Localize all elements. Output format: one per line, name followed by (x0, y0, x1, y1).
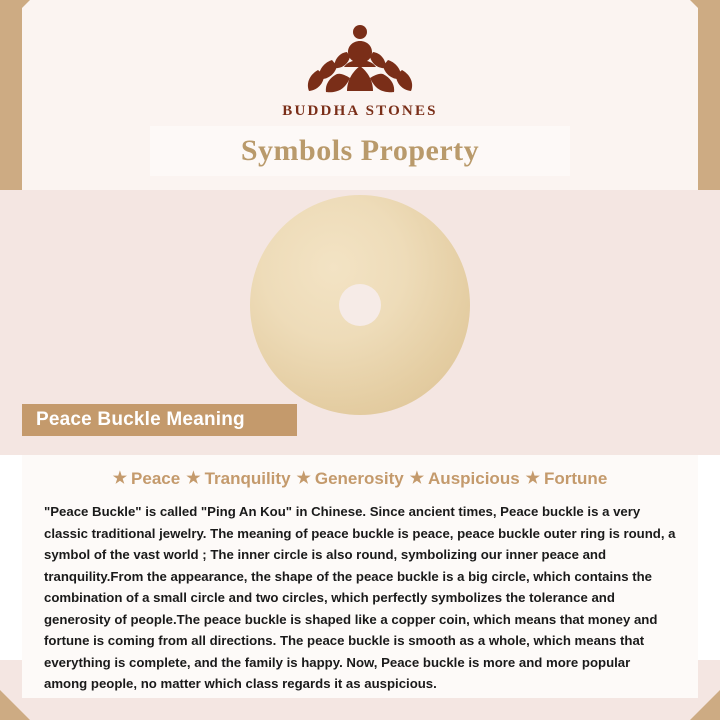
attribute-item (297, 469, 404, 489)
peace-buckle-disc-icon (250, 195, 470, 415)
attribute-label: Generosity (314, 469, 404, 488)
brand-name: BUDDHA STONES (282, 103, 438, 119)
title-banner (150, 126, 570, 176)
peace-buckle-hole (339, 284, 381, 326)
attribute-item (186, 469, 290, 489)
attribute-label: Tranquility (204, 469, 291, 488)
star-icon: ★ (296, 470, 311, 487)
lotus-meditation-icon (285, 18, 435, 99)
attribute-label: Peace (131, 469, 181, 488)
brand-logo-block (0, 18, 720, 120)
attribute-label: Fortune (544, 469, 608, 488)
star-icon: ★ (186, 470, 201, 487)
attribute-item (526, 469, 608, 489)
attributes-row (32, 469, 688, 489)
star-icon: ★ (409, 470, 425, 487)
illustration-area (0, 190, 720, 420)
attribute-item (410, 469, 520, 489)
star-icon: ★ (525, 470, 540, 487)
content-panel (22, 455, 698, 698)
star-icon: ★ (112, 470, 128, 487)
section-label-text: Peace Buckle Meaning (36, 409, 245, 430)
attribute-item (113, 469, 181, 489)
section-label-peace-buckle-meaning (22, 404, 297, 436)
page-title: Symbols Property (240, 134, 480, 167)
attribute-label: Auspicious (428, 469, 520, 488)
description-paragraph: "Peace Buckle" is called "Ping An Kou" in Chinese. Since ancient times, Peace buckle is a very classic traditional jewelry. The meaning of peace buckle is peace, peace buckle outer ring is round, a symbol of the vast world ; The inner circle is also round, symbolizing our inner peace and tranquility.From the appearance, the shape of the peace buckle is a big circle, which contains the combination of a small circle and two circles, which perfectly symbolizes the tolerance and generosity of people.The peace buckle is shaped like a copper coin, which means that money and fortune is coming from all directions. The peace buckle is smooth as a whole, which means that everything is complete, and the family is happy. Now, Peace buckle is more and more popular among people, no matter which class regards it as auspicious. (44, 504, 676, 692)
